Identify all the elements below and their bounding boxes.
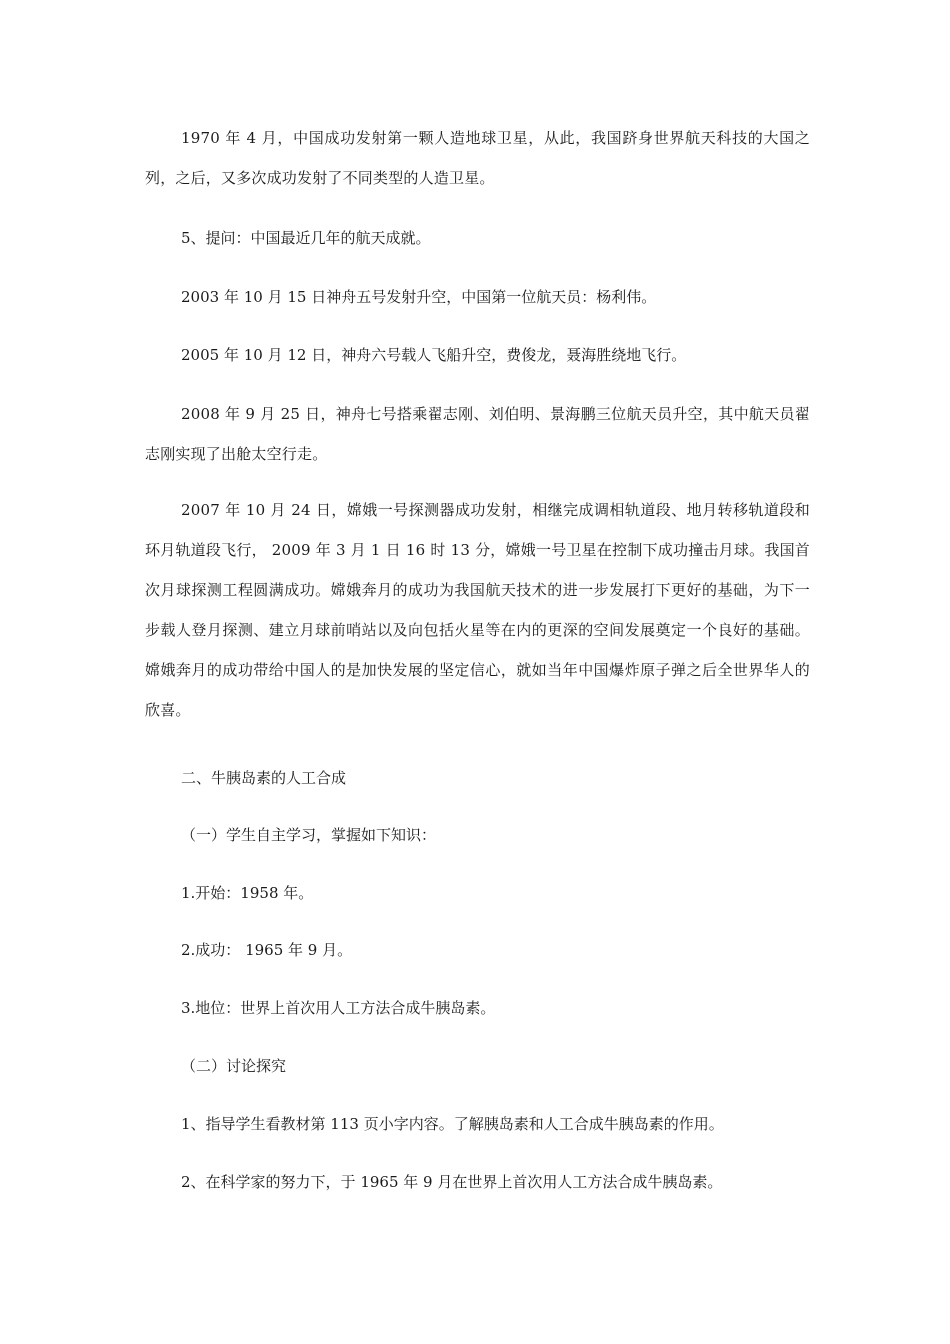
- paragraph-1970-satellite: 1970 年 4 月，中国成功发射第一颗人造地球卫星，从此，我国跻身世界航天科技的大国之列，之后，又多次成功发射了不同类型的人造卫星。: [145, 129, 810, 187]
- list-item-start: 1.开始：1958 年。: [181, 884, 314, 902]
- paragraph-2003-shenzhou5: 2003 年 10 月 15 日神舟五号发射升空，中国第一位航天员：杨利伟。: [181, 288, 657, 306]
- section-heading-insulin: 二、牛胰岛素的人工合成: [181, 769, 347, 787]
- discussion-item-1: 1、指导学生看教材第 113 页小字内容。了解胰岛素和人工合成牛胰岛素的作用。: [181, 1115, 724, 1133]
- list-item-success: 2.成功： 1965 年 9 月。: [181, 941, 353, 959]
- paragraph-2005-shenzhou6: 2005 年 10 月 12 日，神舟六号载人飞船升空，费俊龙，聂海胜绕地飞行。: [181, 346, 687, 364]
- paragraph-2007-change1: 2007 年 10 月 24 日，嫦娥一号探测器成功发射，相继完成调相轨道段、地月转移轨道段和环月轨道段飞行， 2009 年 3 月 1 日 16 时 13 分，嫦娥一号卫星在控制下成功撞击月球。我国首次月球探测工程圆满成功。嫦娥奔月的成功为我国航天技术的进一步发展打下更好的基础，为下一步载人登月探测、建立月球前哨站以及向包括火星等在内的更深的空间发展奠定一个良好的基础。嫦娥奔月的成功带给中国人的是加快发展的坚定信心，就如当年中国爆炸原子弹之后全世界华人的欣喜。: [145, 501, 810, 719]
- subheading-discussion: （二）讨论探究: [181, 1057, 287, 1075]
- list-item-status: 3.地位：世界上首次用人工方法合成牛胰岛素。: [181, 999, 496, 1017]
- subheading-self-study: （一）学生自主学习，掌握如下知识：: [181, 826, 437, 844]
- paragraph-2008-shenzhou7: 2008 年 9 月 25 日，神舟七号搭乘翟志刚、刘伯明、景海鹏三位航天员升空，其中航天员翟志刚实现了出舱太空行走。: [145, 405, 810, 463]
- paragraph-question-achievements: 5、提问：中国最近几年的航天成就。: [181, 229, 431, 247]
- discussion-item-2: 2、在科学家的努力下，于 1965 年 9 月在世界上首次用人工方法合成牛胰岛素。: [181, 1173, 723, 1191]
